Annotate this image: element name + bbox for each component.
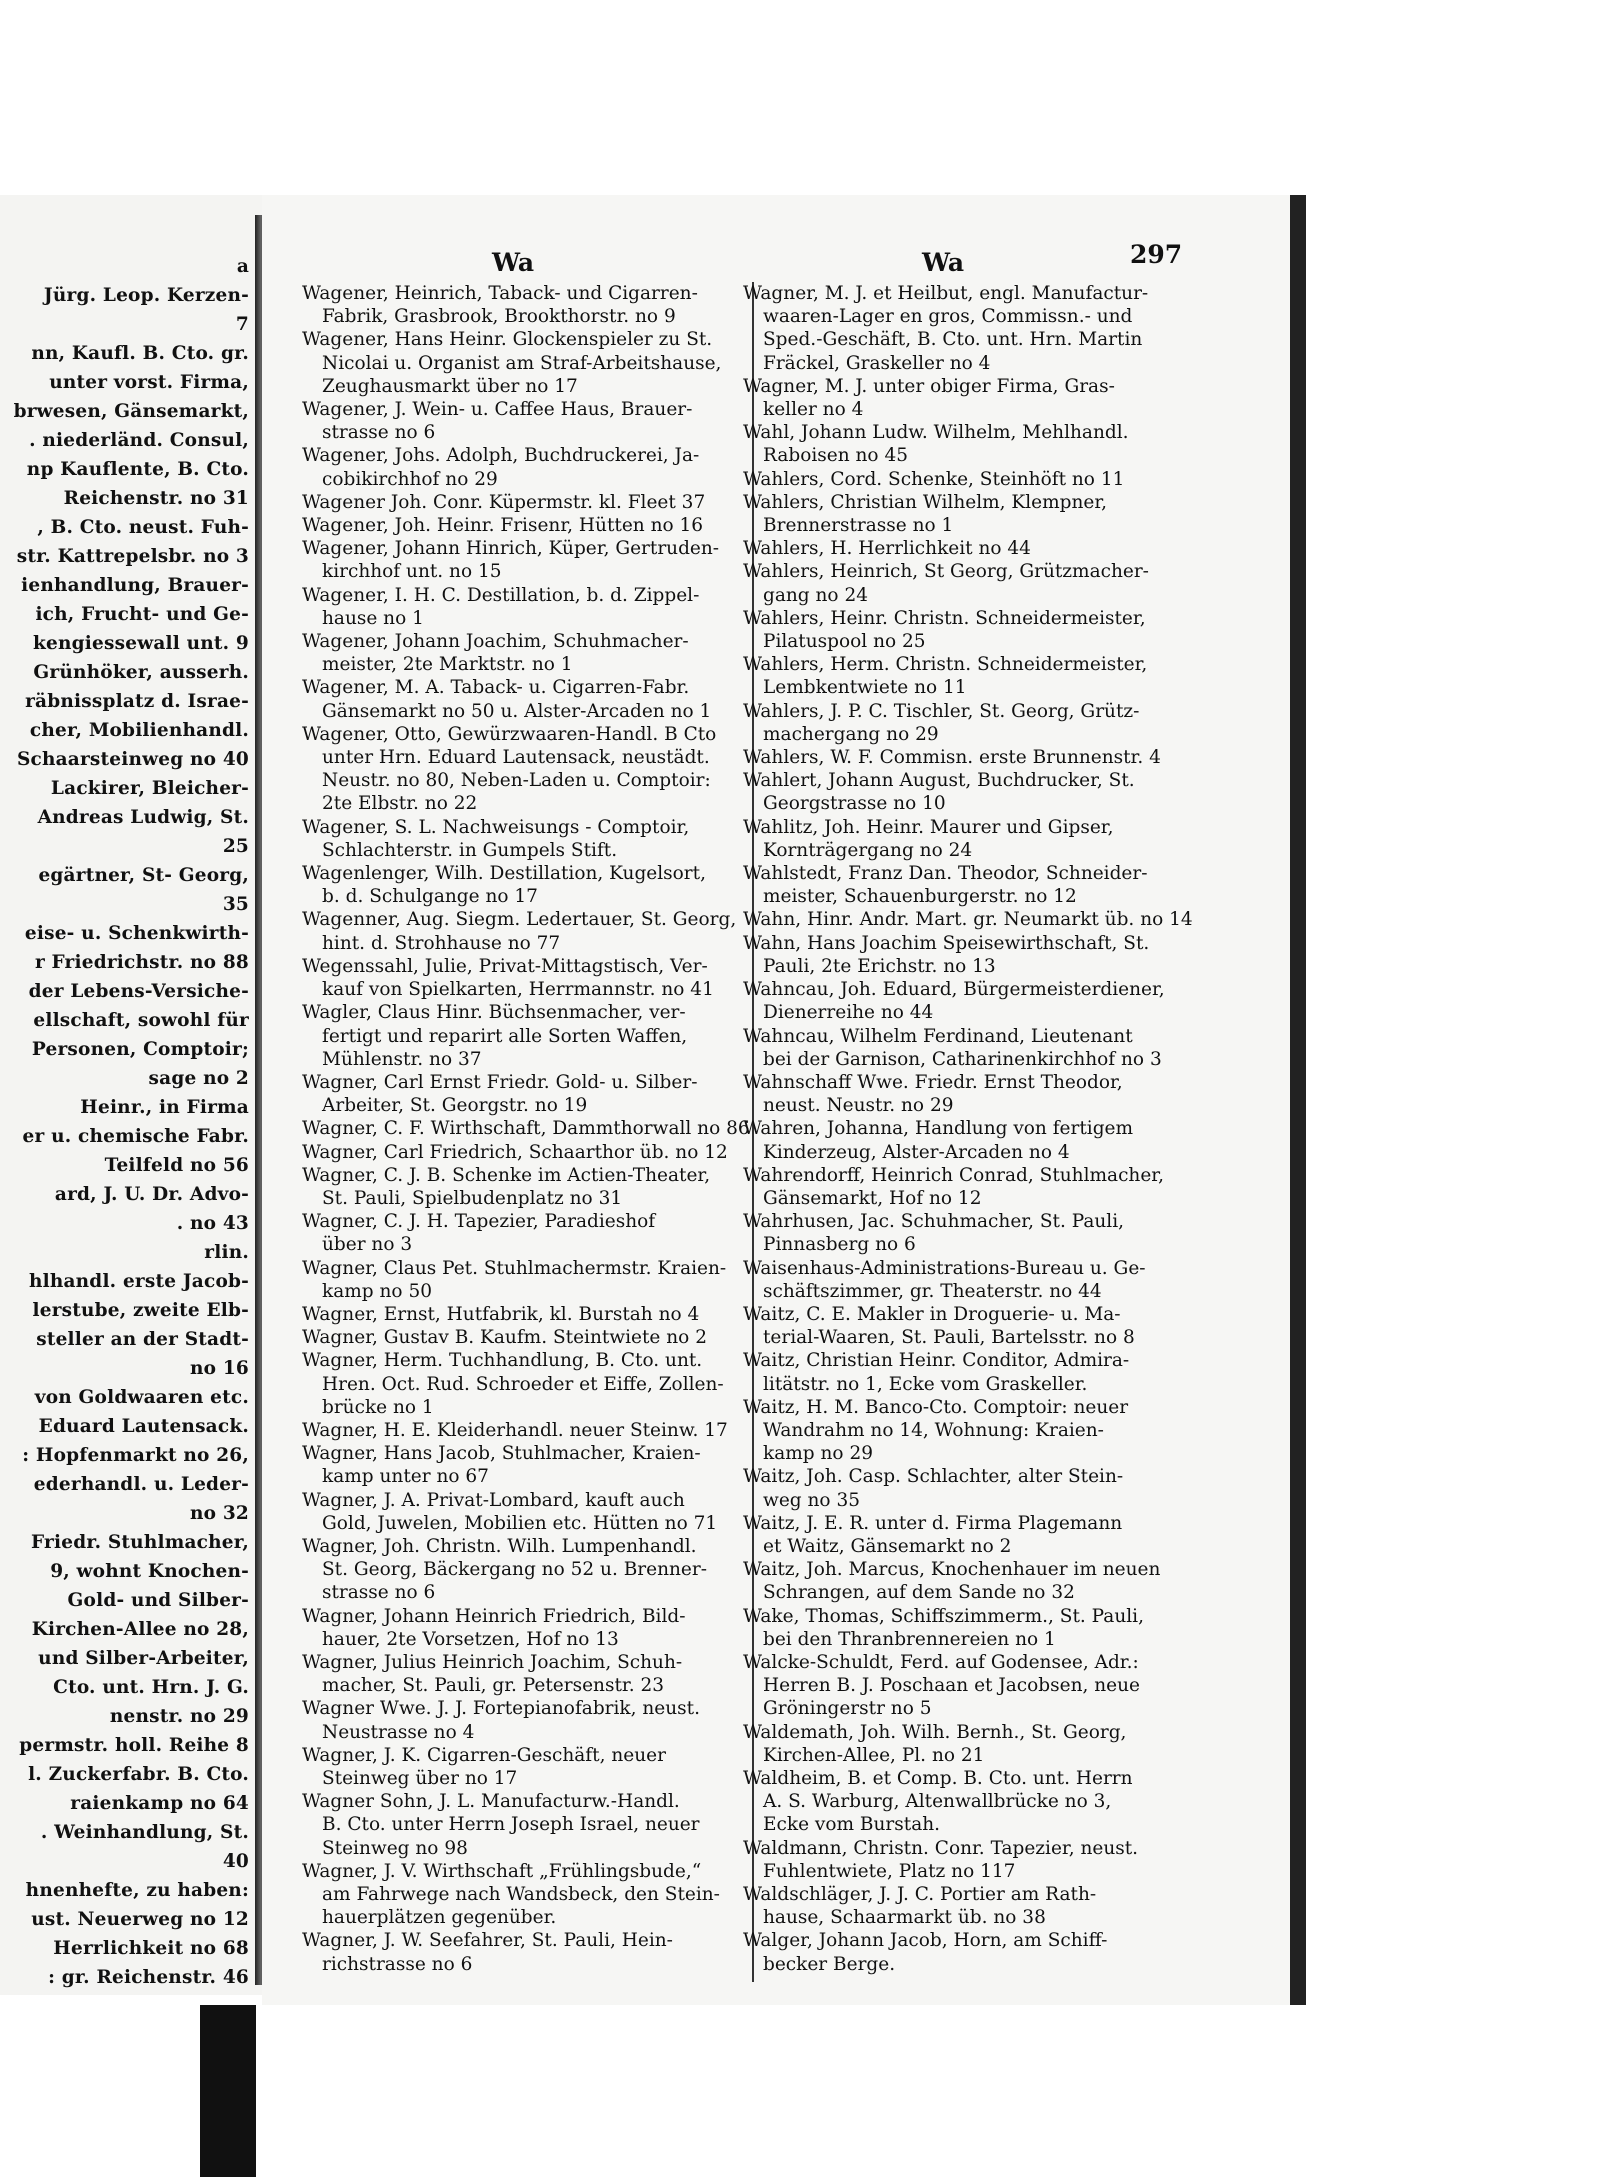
left-page-line: Reichenstr. no 31: [63, 488, 249, 509]
entry-line: Wahn, Hinr. Andr. Mart. gr. Neumarkt üb. no 14: [743, 909, 1193, 931]
left-page-line: Schaarsteinweg no 40: [16, 749, 249, 770]
directory-column-1: [302, 282, 754, 1976]
left-page-line: steller an der Stadt-: [36, 1329, 249, 1350]
entry-line: Wagner Sohn, J. L. Manufacturw.-Handl.: [302, 1791, 680, 1813]
left-page-line: . Weinhandlung, St.: [40, 1822, 249, 1843]
left-page-line: . niederländ. Consul,: [29, 430, 249, 451]
entry-line: Wahlers, Heinrich, St Georg, Grützmacher-: [743, 561, 1149, 583]
page-edge: [1290, 195, 1306, 2005]
left-page-line: Andreas Ludwig, St.: [37, 807, 249, 828]
entry-line: Fräckel, Graskeller no 4: [763, 352, 991, 374]
entry-line: Wahrhusen, Jac. Schuhmacher, St. Pauli,: [743, 1211, 1125, 1233]
entry-line: becker Berge.: [763, 1953, 896, 1975]
entry-line: brücke no 1: [322, 1396, 434, 1418]
left-page-line: er u. chemische Fabr.: [22, 1126, 249, 1147]
directory-entry: [743, 1164, 1218, 1210]
entry-line: St. Georg, Bäckergang no 52 u. Brenner-: [322, 1559, 707, 1581]
entry-line: Wagner, Claus Pet. Stuhlmachermstr. Kraien-: [302, 1257, 727, 1279]
entry-line: meister, Schauenburgerstr. no 12: [763, 886, 1077, 908]
entry-line: Wahl, Johann Ludw. Wilhelm, Mehlhandl.: [743, 422, 1129, 444]
left-page-line: der Lebens-Versiche-: [28, 981, 249, 1002]
entry-line: Wagener, M. A. Taback- u. Cigarren-Fabr.: [302, 677, 690, 699]
directory-entry: [743, 1071, 1218, 1117]
entry-line: Wagner, M. J. et Heilbut, engl. Manufactur-: [743, 283, 1149, 304]
directory-entry: [743, 862, 1218, 908]
entry-line: kamp no 29: [763, 1443, 873, 1465]
directory-entry: [302, 1071, 754, 1117]
entry-line: Wahlert, Johann August, Buchdrucker, St.: [743, 770, 1135, 792]
entry-line: bei den Thranbrennereien no 1: [763, 1628, 1056, 1650]
entry-line: Wake, Thomas, Schiffszimmerm., St. Pauli,: [743, 1605, 1144, 1627]
entry-line: Gröningerstr no 5: [763, 1698, 932, 1720]
directory-entry: [302, 491, 754, 514]
entry-line: macher, St. Pauli, gr. Petersenstr. 23: [322, 1675, 664, 1697]
directory-entry: [743, 607, 1218, 653]
directory-entry: [302, 328, 754, 398]
directory-entry: [302, 1651, 754, 1697]
directory-entry: [743, 700, 1218, 746]
entry-line: Schlachterstr. in Gumpels Stift.: [322, 839, 618, 861]
entry-line: strasse no 6: [322, 422, 436, 444]
entry-line: Wahncau, Wilhelm Ferdinand, Lieutenant: [743, 1025, 1133, 1047]
directory-entry: [302, 1744, 754, 1790]
directory-entry: [302, 1326, 754, 1349]
entry-line: Kornträgergang no 24: [763, 839, 973, 861]
left-page-line: Teilfeld no 56: [104, 1155, 249, 1176]
directory-entry: [743, 1929, 1218, 1975]
entry-line: terial-Waaren, St. Pauli, Bartelsstr. no 8: [763, 1327, 1135, 1349]
entry-line: kauf von Spielkarten, Herrmannstr. no 41: [322, 979, 714, 1001]
left-page-line: Grünhöker, ausserh.: [33, 662, 249, 683]
left-page-line: Kirchen-Allee no 28,: [31, 1619, 249, 1640]
directory-entry: [743, 653, 1218, 699]
entry-line: gang no 24: [763, 584, 868, 606]
directory-entry: [302, 1141, 754, 1164]
left-page-line: brwesen, Gänsemarkt,: [13, 401, 249, 422]
left-page-line: : Hopfenmarkt no 26,: [22, 1445, 249, 1466]
column-header-right: Wa: [922, 248, 965, 277]
left-page-line: und Silber-Arbeiter,: [38, 1648, 249, 1669]
entry-line: Lembkentwiete no 11: [763, 677, 967, 699]
left-page-line: a: [236, 256, 249, 277]
directory-entry: [302, 1419, 754, 1442]
left-page-line: np Kauflente, B. Cto.: [26, 459, 249, 480]
entry-line: waaren-Lager en gros, Commissn.- und: [763, 306, 1133, 328]
directory-entry: [743, 1025, 1218, 1071]
directory-entry: [302, 862, 754, 908]
entry-line: Waitz, Christian Heinr. Conditor, Admira-: [743, 1350, 1130, 1372]
entry-line: Waitz, J. E. R. unter d. Firma Plagemann: [743, 1512, 1123, 1534]
directory-entry: [302, 955, 754, 1001]
entry-line: Waldmann, Christn. Conr. Tapezier, neust.: [743, 1837, 1139, 1859]
entry-line: Fabrik, Grasbrook, Brookthorstr. no 9: [322, 306, 676, 328]
entry-line: Wagner, Carl Friedrich, Schaarthor üb. no 12: [302, 1141, 728, 1163]
directory-entry: [743, 1512, 1218, 1558]
left-page-line: Heinr., in Firma: [80, 1097, 249, 1118]
entry-line: Mühlenstr. no 37: [322, 1048, 482, 1070]
entry-line: hauer, 2te Vorsetzen, Hof no 13: [322, 1628, 619, 1650]
directory-entry: [743, 1303, 1218, 1349]
left-page-line: ich, Frucht- und Ge-: [35, 604, 249, 625]
directory-entry: [302, 1929, 754, 1975]
left-page-line: nn, Kaufl. B. Cto. gr.: [31, 343, 249, 364]
directory-entry: [743, 932, 1218, 978]
left-page-line: Eduard Lautensack.: [38, 1416, 249, 1437]
directory-entry: [743, 1721, 1218, 1767]
entry-line: Zeughausmarkt über no 17: [322, 375, 578, 397]
entry-line: B. Cto. unter Herrn Joseph Israel, neuer: [322, 1814, 700, 1836]
directory-entry: [302, 1210, 754, 1256]
entry-line: Wagener, Johann Joachim, Schuhmacher-: [302, 631, 689, 653]
entry-line: Pinnasberg no 6: [763, 1234, 916, 1256]
entry-line: kamp unter no 67: [322, 1466, 489, 1488]
directory-entry: [302, 1442, 754, 1488]
entry-line: Herren B. J. Poschaan et Jacobsen, neue: [763, 1675, 1140, 1697]
directory-entry: [743, 816, 1218, 862]
entry-line: Waldheim, B. et Comp. B. Cto. unt. Herrn: [743, 1768, 1133, 1789]
entry-line: Wagner, J. V. Wirthschaft „Frühlingsbude,“: [302, 1860, 702, 1882]
directory-entry: [302, 1790, 754, 1860]
entry-line: Brennerstrasse no 1: [763, 515, 954, 537]
directory-entry: [743, 468, 1218, 491]
directory-entry: [302, 1349, 754, 1419]
entry-line: Wahlers, J. P. C. Tischler, St. Georg, Grütz-: [743, 700, 1140, 722]
left-page-line: egärtner, St- Georg,: [38, 865, 249, 886]
entry-line: Waldschläger, J. J. C. Portier am Rath-: [743, 1884, 1097, 1906]
left-page-line: ienhandlung, Brauer-: [21, 575, 249, 596]
entry-line: Waitz, C. E. Makler in Droguerie- u. Ma-: [743, 1303, 1121, 1325]
entry-line: Wahlers, H. Herrlichkeit no 44: [743, 538, 1031, 560]
entry-line: keller no 4: [763, 399, 864, 421]
directory-entry: [302, 1117, 754, 1140]
left-page-line: nenstr. no 29: [109, 1706, 249, 1727]
left-page-line: : gr. Reichenstr. 46: [48, 1967, 249, 1988]
directory-entry: [302, 723, 754, 816]
directory-entry: [302, 514, 754, 537]
directory-entry: [743, 1257, 1218, 1303]
directory-entry: [743, 746, 1218, 769]
entry-line: Wagener, Otto, Gewürzwaaren-Handl. B Cto: [302, 723, 717, 745]
entry-line: Raboisen no 45: [763, 445, 908, 467]
entry-line: Kinderzeug, Alster-Arcaden no 4: [763, 1141, 1070, 1163]
left-page-line: 25: [222, 836, 249, 857]
entry-line: Wagner, Carl Ernst Friedr. Gold- u. Silber-: [302, 1071, 698, 1093]
entry-line: Wagner, Ernst, Hutfabrik, kl. Burstah no 4: [302, 1303, 700, 1325]
entry-line: Neustrasse no 4: [322, 1721, 475, 1743]
entry-line: Wahlers, Cord. Schenke, Steinhöft no 11: [743, 468, 1125, 490]
entry-line: Fuhlentwiete, Platz no 117: [763, 1860, 1016, 1882]
left-page-line: Jürg. Leop. Kerzen-: [43, 285, 249, 306]
directory-entry: [302, 1001, 754, 1071]
directory-column-2: [743, 282, 1218, 1976]
entry-line: Waitz, H. M. Banco-Cto. Comptoir: neuer: [743, 1396, 1129, 1418]
column-header-left: Wa: [492, 248, 535, 277]
left-page-line: no 32: [190, 1503, 249, 1524]
entry-line: et Waitz, Gänsemarkt no 2: [763, 1535, 1012, 1557]
left-page-line: Personen, Comptoir;: [31, 1039, 249, 1060]
entry-line: 2te Elbstr. no 22: [322, 793, 478, 815]
entry-line: am Fahrwege nach Wandsbeck, den Stein-: [322, 1884, 720, 1906]
entry-line: Wagner, Julius Heinrich Joachim, Schuh-: [302, 1651, 683, 1673]
entry-line: Waitz, Joh. Casp. Schlachter, alter Stein-: [743, 1466, 1124, 1488]
left-page-line: Friedr. Stuhlmacher,: [31, 1532, 249, 1553]
left-page-line: Cto. unt. Hrn. J. G.: [53, 1677, 249, 1698]
entry-line: Wegenssahl, Julie, Privat-Mittagstisch, Ver-: [302, 955, 708, 977]
directory-entry: [302, 398, 754, 444]
entry-line: Schrangen, auf dem Sande no 32: [763, 1582, 1075, 1604]
entry-line: fertigt und reparirt alle Sorten Waffen,: [322, 1025, 688, 1047]
left-page-line: l. Zuckerfabr. B. Cto.: [28, 1764, 249, 1785]
entry-line: Gänsemarkt no 50 u. Alster-Arcaden no 1: [322, 700, 712, 722]
entry-line: Wagner, J. A. Privat-Lombard, kauft auch: [302, 1489, 685, 1511]
entry-line: Waldemath, Joh. Wilh. Bernh., St. Georg,: [743, 1721, 1127, 1743]
entry-line: Ecke vom Burstah.: [763, 1814, 941, 1836]
directory-entry: [743, 1349, 1218, 1395]
left-page-line: kengiessewall unt. 9: [33, 633, 249, 654]
left-page-line: 40: [222, 1851, 249, 1872]
entry-line: hauerplätzen gegenüber.: [322, 1907, 557, 1929]
directory-entry: [302, 444, 754, 490]
directory-entry: [302, 537, 754, 583]
entry-line: Wagener, Johann Hinrich, Küper, Gertruden-: [302, 538, 720, 560]
left-page-line: cher, Mobilienhandl.: [29, 720, 249, 741]
entry-line: Wagener, J. Wein- u. Caffee Haus, Brauer-: [302, 399, 693, 421]
entry-line: Wahn, Hans Joachim Speisewirthschaft, St.: [743, 932, 1150, 954]
left-page-line: unter vorst. Firma,: [49, 372, 249, 393]
left-page-line: ust. Neuerweg no 12: [31, 1909, 249, 1930]
directory-entry: [743, 1465, 1218, 1511]
entry-line: cobikirchhof no 29: [322, 468, 498, 490]
entry-line: Wagener, Joh. Heinr. Frisenr, Hütten no 16: [302, 515, 704, 537]
left-page: [0, 195, 265, 1995]
directory-entry: [302, 676, 754, 722]
entry-line: Nicolai u. Organist am Straf-Arbeitshause,: [322, 352, 722, 374]
entry-line: Wagner, H. E. Kleiderhandl. neuer Steinw. 17: [302, 1419, 728, 1441]
left-page-line: 35: [222, 894, 249, 915]
entry-line: Wagener, S. L. Nachweisungs - Comptoir,: [302, 816, 690, 838]
entry-line: Walger, Johann Jacob, Horn, am Schiff-: [743, 1930, 1108, 1952]
entry-line: Wagener, Heinrich, Taback- und Cigarren-: [302, 283, 698, 304]
directory-entry: [743, 560, 1218, 606]
entry-line: Wagner, C. J. B. Schenke im Actien-Theater,: [302, 1164, 711, 1186]
left-page-line: sage no 2: [148, 1068, 249, 1089]
left-page-line: str. Kattrepelsbr. no 3: [16, 546, 249, 567]
left-page-line: ard, J. U. Dr. Advo-: [54, 1184, 249, 1205]
entry-line: Hren. Oct. Rud. Schroeder et Eiffe, Zollen-: [322, 1373, 724, 1395]
left-page-line: hlhandl. erste Jacob-: [28, 1271, 249, 1292]
entry-line: litätstr. no 1, Ecke vom Graskeller.: [763, 1373, 1088, 1395]
left-page-line: 9, wohnt Knochen-: [50, 1561, 249, 1582]
entry-line: über no 3: [322, 1234, 413, 1256]
entry-line: Wahnschaff Wwe. Friedr. Ernst Theodor,: [743, 1071, 1123, 1093]
entry-line: Neustr. no 80, Neben-Laden u. Comptoir:: [322, 770, 711, 792]
entry-line: Wahlstedt, Franz Dan. Theodor, Schneider-: [743, 863, 1148, 885]
entry-line: Walcke-Schuldt, Ferd. auf Godensee, Adr.:: [743, 1651, 1139, 1673]
entry-line: neust. Neustr. no 29: [763, 1095, 954, 1117]
left-page-line: no 16: [190, 1358, 249, 1379]
left-page-line: 7: [235, 314, 249, 335]
directory-entry: [743, 282, 1218, 375]
directory-entry: [302, 1535, 754, 1605]
directory-entry: [743, 491, 1218, 537]
directory-entry: [743, 769, 1218, 815]
directory-entry: [743, 1837, 1218, 1883]
entry-line: Wagener, I. H. C. Destillation, b. d. Zippel-: [302, 584, 700, 606]
entry-line: hause, Schaarmarkt üb. no 38: [763, 1907, 1046, 1929]
directory-entry: [743, 537, 1218, 560]
entry-line: schäftszimmer, gr. Theaterstr. no 44: [763, 1280, 1102, 1302]
entry-line: Pauli, 2te Erichstr. no 13: [763, 955, 996, 977]
left-page-line: r Friedrichstr. no 88: [34, 952, 249, 973]
entry-line: Wagenlenger, Wilh. Destillation, Kugelsort,: [302, 863, 706, 885]
entry-line: unter Hrn. Eduard Lautensack, neustädt.: [322, 747, 710, 769]
left-page-line: , B. Cto. neust. Fuh-: [37, 517, 249, 538]
left-page-line: ederhandl. u. Leder-: [33, 1474, 249, 1495]
directory-entry: [743, 1651, 1218, 1721]
directory-entry: [302, 282, 754, 328]
entry-line: A. S. Warburg, Altenwallbrücke no 3,: [763, 1791, 1112, 1813]
entry-line: Wagner, C. F. Wirthschaft, Dammthorwall no 86: [302, 1118, 750, 1140]
directory-entry: [743, 1883, 1218, 1929]
entry-line: weg no 35: [763, 1489, 860, 1511]
entry-line: Gold, Juwelen, Mobilien etc. Hütten no 71: [322, 1512, 718, 1534]
entry-line: Gänsemarkt, Hof no 12: [763, 1187, 982, 1209]
left-page-line: Gold- und Silber-: [67, 1590, 249, 1611]
entry-line: Wagner, M. J. unter obiger Firma, Gras-: [743, 375, 1115, 397]
entry-line: Wagener, Johs. Adolph, Buchdruckerei, Ja-: [302, 445, 700, 467]
entry-line: Steinweg no 98: [322, 1837, 468, 1859]
entry-line: Waitz, Joh. Marcus, Knochenhauer im neuen: [743, 1559, 1161, 1581]
directory-entry: [302, 1489, 754, 1535]
entry-line: Kirchen-Allee, Pl. no 21: [763, 1744, 985, 1766]
entry-line: Dienerreihe no 44: [763, 1002, 934, 1024]
directory-entry: [743, 1210, 1218, 1256]
entry-line: bei der Garnison, Catharinenkirchhof no 3: [763, 1048, 1162, 1070]
left-page-line: von Goldwaaren etc.: [34, 1387, 249, 1408]
directory-entry: [302, 1303, 754, 1326]
entry-line: Wagner, Johann Heinrich Friedrich, Bild-: [302, 1605, 686, 1627]
entry-line: kamp no 50: [322, 1280, 432, 1302]
entry-line: Pilatuspool no 25: [763, 631, 926, 653]
entry-line: machergang no 29: [763, 723, 939, 745]
entry-line: meister, 2te Marktstr. no 1: [322, 654, 573, 676]
directory-entry: [302, 630, 754, 676]
directory-entry: [302, 1860, 754, 1930]
directory-entry: [302, 584, 754, 630]
directory-entry: [743, 1558, 1218, 1604]
entry-line: Wahren, Johanna, Handlung von fertigem: [743, 1118, 1134, 1140]
entry-line: Steinweg über no 17: [322, 1768, 518, 1789]
entry-line: Wagner, Hans Jacob, Stuhlmacher, Kraien-: [302, 1443, 701, 1465]
left-page-line: eise- u. Schenkwirth-: [24, 923, 249, 944]
directory-entry: [302, 1697, 754, 1743]
entry-line: Wagler, Claus Hinr. Büchsenmacher, ver-: [302, 1002, 686, 1024]
entry-line: Sped.-Geschäft, B. Cto. unt. Hrn. Martin: [763, 329, 1143, 351]
entry-line: b. d. Schulgange no 17: [322, 886, 538, 908]
entry-line: Wahlers, W. F. Commisn. erste Brunnenstr. 4: [743, 747, 1161, 769]
directory-entry: [302, 1257, 754, 1303]
directory-entry: [302, 908, 754, 954]
entry-line: Wahlitz, Joh. Heinr. Maurer und Gipser,: [743, 816, 1114, 838]
entry-line: St. Pauli, Spielbudenplatz no 31: [322, 1187, 623, 1209]
left-page-line: Herrlichkeit no 68: [53, 1938, 249, 1959]
spine-shadow: [200, 2005, 256, 2177]
directory-entry: [743, 375, 1218, 421]
directory-entry: [302, 1164, 754, 1210]
entry-line: Wahlers, Herm. Christn. Schneidermeister,: [743, 654, 1148, 676]
entry-line: Wagner, J. W. Seefahrer, St. Pauli, Hein-: [302, 1930, 673, 1952]
directory-entry: [302, 816, 754, 862]
entry-line: Georgstrasse no 10: [763, 793, 946, 815]
entry-line: Wagner, Herm. Tuchhandlung, B. Cto. unt.: [302, 1350, 703, 1372]
entry-line: kirchhof unt. no 15: [322, 561, 502, 583]
directory-entry: [743, 1396, 1218, 1466]
entry-line: Arbeiter, St. Georgstr. no 19: [322, 1095, 588, 1117]
entry-line: Wagener, Hans Heinr. Glockenspieler zu St.: [302, 329, 713, 351]
entry-line: Wagener Joh. Conr. Küpermstr. kl. Fleet 37: [302, 491, 706, 513]
left-page-line: . no 43: [176, 1213, 249, 1234]
directory-entry: [302, 1605, 754, 1651]
entry-line: hause no 1: [322, 607, 424, 629]
entry-line: Wagner Wwe. J. J. Fortepianofabrik, neust.: [302, 1698, 700, 1720]
directory-entry: [743, 978, 1218, 1024]
entry-line: Wandrahm no 14, Wohnung: Kraien-: [763, 1419, 1104, 1441]
entry-line: hint. d. Strohhause no 77: [322, 932, 561, 954]
left-page-line: Lackirer, Bleicher-: [50, 778, 249, 799]
directory-entry: [743, 421, 1218, 467]
entry-line: strasse no 6: [322, 1582, 436, 1604]
left-page-line: hnenhefte, zu haben:: [25, 1880, 249, 1901]
entry-line: Wagner, Joh. Christn. Wilh. Lumpenhandl.: [302, 1535, 697, 1557]
left-page-line: räbnissplatz d. Israe-: [25, 691, 249, 712]
left-page-line: lerstube, zweite Elb-: [32, 1300, 249, 1321]
page-number: 297: [1130, 240, 1183, 269]
directory-entry: [743, 1605, 1218, 1651]
entry-line: richstrasse no 6: [322, 1953, 473, 1975]
left-page-line: raienkamp no 64: [70, 1793, 249, 1814]
entry-line: Wagner, C. J. H. Tapezier, Paradieshof: [302, 1211, 656, 1233]
left-page-line: ellschaft, sowohl für: [33, 1010, 249, 1031]
directory-entry: [743, 1117, 1218, 1163]
left-page-line: permstr. holl. Reihe 8: [19, 1735, 249, 1756]
entry-line: Wagner, Gustav B. Kaufm. Steintwiete no 2: [302, 1327, 707, 1349]
entry-line: Wahlers, Christian Wilhelm, Klempner,: [743, 491, 1108, 513]
entry-line: Wagner, J. K. Cigarren-Geschäft, neuer: [302, 1744, 666, 1766]
directory-entry: [743, 1767, 1218, 1837]
entry-line: Wagenner, Aug. Siegm. Ledertauer, St. Georg,: [302, 909, 737, 931]
directory-entry: [743, 908, 1218, 931]
entry-line: Wahncau, Joh. Eduard, Bürgermeisterdiener,: [743, 979, 1165, 1001]
left-page-line: rlin.: [204, 1242, 249, 1263]
entry-line: Wahlers, Heinr. Christn. Schneidermeister,: [743, 607, 1146, 629]
entry-line: Waisenhaus-Administrations-Bureau u. Ge-: [743, 1257, 1146, 1279]
entry-line: Wahrendorff, Heinrich Conrad, Stuhlmacher,: [743, 1164, 1164, 1186]
